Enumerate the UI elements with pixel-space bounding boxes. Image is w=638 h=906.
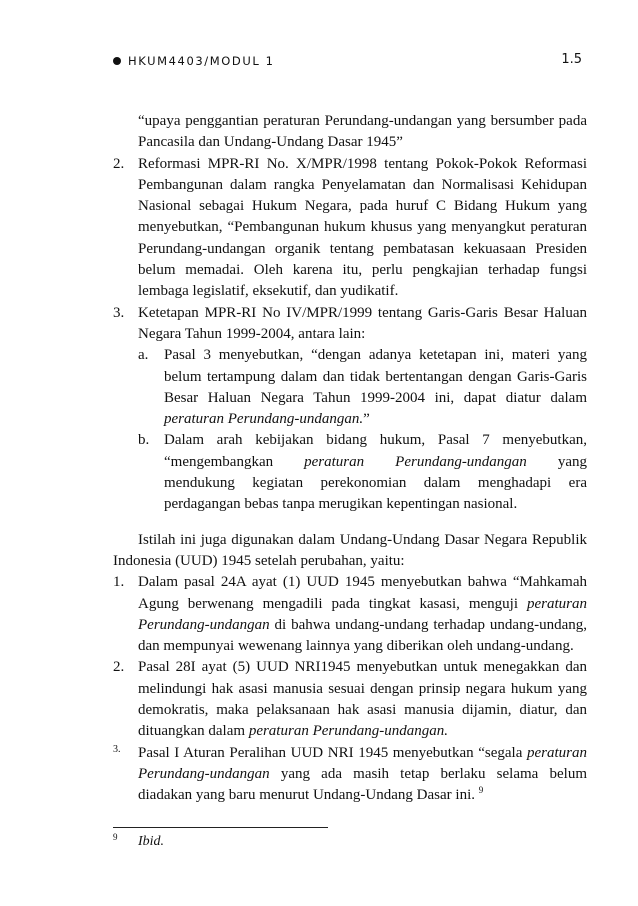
text-run: yang ada masih tetap berlaku selama belum diadakan yang baru menurut Undang-Undang Dasar ini. — [138, 765, 587, 804]
sub-b-rest: mendukung kegiatan perekonomian dalam menghadapi era perdagangan bebas tanpa merugikan kepentingan nasional. — [164, 475, 587, 513]
text-run: di bahwa undang-undang terhadap undang-undang, dan mempunyai wewenang lainnya yang diberikan oleh undang-undang. — [138, 616, 587, 655]
footnote-divider — [113, 827, 328, 828]
sub-marker: b. — [138, 432, 150, 449]
italic-run: peraturan Perundang-undangan — [138, 595, 587, 633]
list-item — [113, 743, 587, 807]
list-item-text: Reformasi MPR-RI No. X/MPR/1998 tentang Pokok-Pokok Reformasi Pembangunan dalam rangka Penyelamatan dan Normalisasi Kehidupan Nasional sebagai Hukum Negara, pada huruf C Bidang Hukum yang menyebutkan, “Pembangunan hukum khusus yang menyangkut peraturan Perundang-undangan organik tentang pembatasan kekuasaan Presiden belum memadai. Oleh karena itu, perlu pengkajian terhadap fungsi lembaga legislatif, eksekutif, dan yudikatif. — [138, 155, 587, 300]
sub-item-b — [113, 430, 587, 515]
list-item — [113, 572, 587, 657]
italic-run: peraturan Perundang-undangan. — [248, 723, 448, 740]
page-header — [113, 52, 582, 72]
list-item — [113, 303, 587, 346]
sub-b-italic: Perundang-undangan — [395, 453, 527, 470]
sub-item-text — [164, 345, 587, 430]
text-run: Dalam pasal 24A ayat (1) UUD 1945 menyebutkan bahwa “Mahkamah Agung berwenang mengadili pada tingkat kasasi, menguji — [138, 574, 587, 612]
sub-a-italic: peraturan Perundang-undangan. — [164, 411, 364, 428]
header-bullet-icon — [113, 57, 121, 65]
italic-run: peraturan Perundang-undangan — [138, 744, 587, 782]
list-item-text — [138, 743, 587, 807]
list-marker: 3. — [113, 743, 121, 755]
intro-quote: “upaya penggantian peraturan Perundang-undangan yang bersumber pada Pancasila dan Undang-Undang Dasar 1945” — [138, 113, 587, 151]
list-marker: 3. — [113, 304, 125, 321]
sub-b-line1: Dalam arah kebijakan bidang hukum, Pasal 7 menyebutkan, — [164, 432, 587, 449]
sub-b-line2 — [164, 452, 587, 473]
list-marker: 2. — [113, 155, 125, 172]
page-number: 1.5 — [561, 52, 582, 67]
footnote-number: 9 — [113, 832, 118, 842]
sub-a-text: Pasal 3 menyebutkan, “dengan adanya ketetapan ini, materi yang belum tertampung dalam dan tidak bertentangan dengan Garis-Garis Besar Haluan Negara Tahun 1999-2004 ini, dapat diatur dalam — [164, 347, 587, 406]
course-code: HKUM4403/MODUL 1 — [128, 54, 275, 68]
page-body — [113, 111, 587, 807]
sub-a-end: ” — [363, 411, 370, 428]
body-paragraph: Istilah ini juga digunakan dalam Undang-Undang Dasar Negara Republik Indonesia (UUD) 1945 setelah perubahan, yaitu: — [113, 531, 587, 569]
list-marker: 2. — [113, 659, 125, 676]
list-item — [113, 657, 587, 742]
sub-b-word: yang — [557, 453, 587, 470]
text-run: Pasal 28I ayat (5) UUD NRI1945 menyebutkan untuk menegakkan dan melindungi hak asasi manusia sesuai dengan prinsip negara hukum yang demokratis, maka pelaksanaan hak asasi manusia dijamin, diatur, dan dituangkan dalam — [138, 659, 587, 740]
list-item-text: Ketetapan MPR-RI No IV/MPR/1999 tentang Garis-Garis Besar Haluan Negara Tahun 1999-2004, antara lain: — [138, 304, 587, 342]
sub-item-a — [113, 345, 587, 430]
sub-b-word: “mengembangkan — [164, 453, 274, 470]
text-run: Pasal I Aturan Peralihan UUD NRI 1945 menyebutkan “segala — [138, 744, 527, 761]
list-item — [113, 154, 587, 303]
list-marker: 1. — [113, 574, 125, 591]
sub-marker: a. — [138, 347, 149, 364]
footnote-text: Ibid. — [138, 834, 165, 849]
sub-b-italic: peraturan — [304, 453, 365, 470]
footnote-ref[interactable]: 9 — [478, 785, 484, 796]
list-item-text — [138, 572, 587, 657]
list-item-text — [138, 657, 587, 742]
